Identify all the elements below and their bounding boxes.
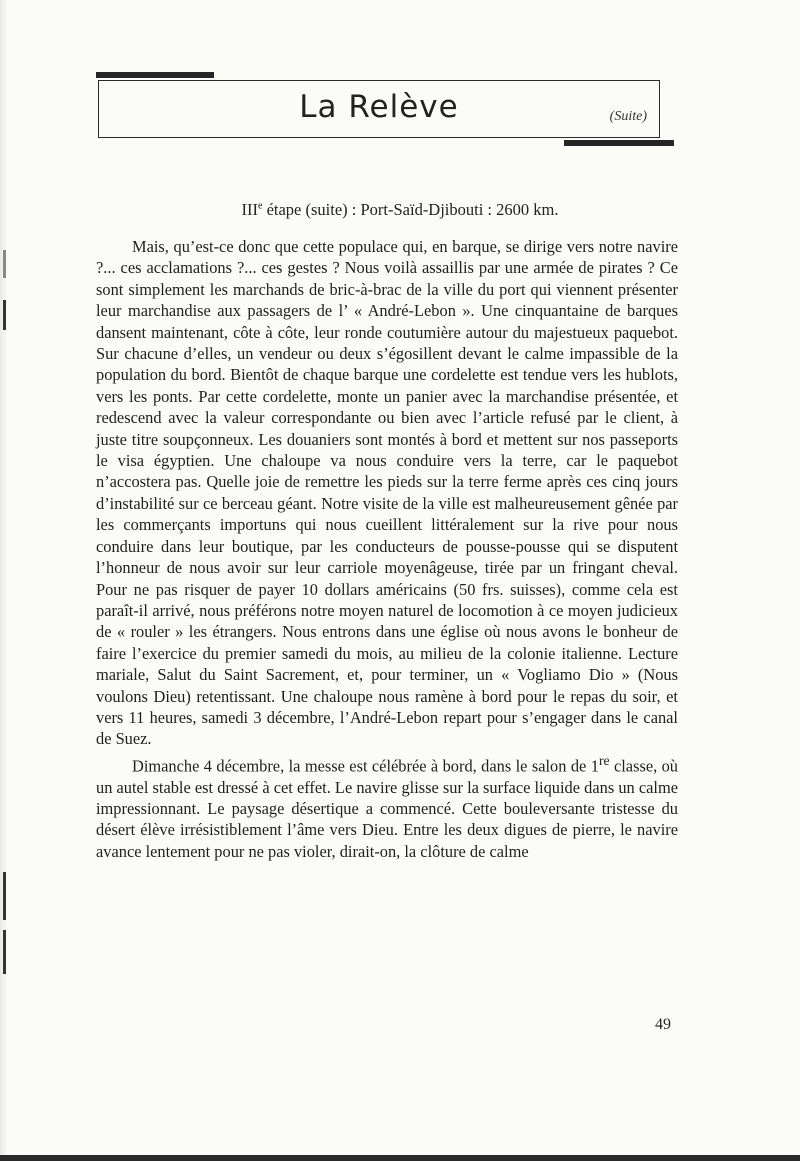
paragraph — [96, 750, 678, 863]
paragraph-part: classe, où un autel stable est dressé à cet effet. Le navire glisse sur la surface liquide dans un calme impressionnant. Le paysage désertique a commencé. Cette bouleversante tristesse du désert élève irrésistiblement l’âme vers Dieu. Entre les deux digues de pierre, le navire avance lentement pour ne pas violer, dirait-on, la clôture de calme — [96, 756, 678, 861]
paragraph: Mais, qu’est-ce donc que cette populace qui, en barque, se dirige vers notre navire ?... ces acclamations ?... ces gestes ? Nous voilà assaillis par une armée de pirates ? Ce sont simplement les marchands de bric-à-brac de la ville du port qui viennent présenter leur marchandise aux passagers de l’ « André-Lebon ». Une cinquantaine de barques dansent maintenant, côte à côte, leur ronde coutumière autour du majestueux paquebot. Sur chacune d’elles, un vendeur ou deux s’égosillent devant le calme impassible de la population du bord. Bientôt de chaque barque une cordelette est tendue vers les hublots, vers les ponts. Par cette cordelette, monte un panier avec la marchandise présentée, et redescend avec la valeur correspondante ou bien avec l’article refusé par le client, à juste titre soupçonneux. Les douaniers sont montés à bord et mettent sur nos passeports le visa égyptien. Une chaloupe va nous conduire vers la terre, car le paquebot n’accostera pas. Quelle joie de remettre les pieds sur la terre ferme après ces cinq jours d’instabilité sur ce berceau géant. Notre visite de la ville est malheureusement gênée par les commerçants importuns qui nous cueillent littéralement sur la rive pour nous conduire dans leur boutique, par les conducteurs de pousse-pousse qui se disputent l’honneur de nous avoir sur leur carriole moyenâgeuse, tirée par un fringant cheval. Pour ne pas risquer de payer 10 dollars américains (50 frs. suisses), comme cela est paraît-il arrivé, nous préférons notre moyen naturel de locomotion à ce moyen judicieux de « rouler » les étrangers. Nous entrons dans une église où nous avons le bonheur de faire l’exercice du premier samedi du mois, au milieu de la colonie italienne. Lecture mariale, Salut du Saint Sacrement, et, pour terminer, un « Vogliamo Dio » (Nous voulons Dieu) retentissant. Une chaloupe nous ramène à bord pour le repas du soir, et vers 11 heures, samedi 3 décembre, l’André-Lebon repart pour s’engager dans le canal de Suez. — [96, 237, 678, 749]
subtitle-prefix: III — [241, 200, 258, 219]
margin-mark — [3, 930, 6, 974]
page-number: 49 — [655, 1016, 671, 1033]
section-subtitle — [0, 200, 800, 220]
paragraph-sup: re — [598, 752, 610, 768]
margin-mark — [3, 300, 6, 330]
subtitle-sup: e — [257, 200, 263, 212]
article-body — [96, 236, 678, 862]
page-bottom-edge — [0, 1155, 800, 1161]
page-header — [98, 80, 660, 138]
paragraph-part: Dimanche 4 décembre, la messe est célébrée à bord, dans le salon de 1 — [132, 756, 599, 776]
margin-mark — [3, 250, 6, 278]
margin-mark — [3, 872, 6, 920]
header-top-bar — [96, 72, 214, 78]
page-title: La Relève — [299, 89, 459, 125]
header-suite-label: (Suite) — [609, 109, 647, 124]
header-bottom-bar — [564, 140, 674, 146]
page-left-edge — [0, 0, 8, 1161]
subtitle-rest: étape (suite) : Port-Saïd-Djibouti : 2600 km. — [262, 200, 559, 219]
